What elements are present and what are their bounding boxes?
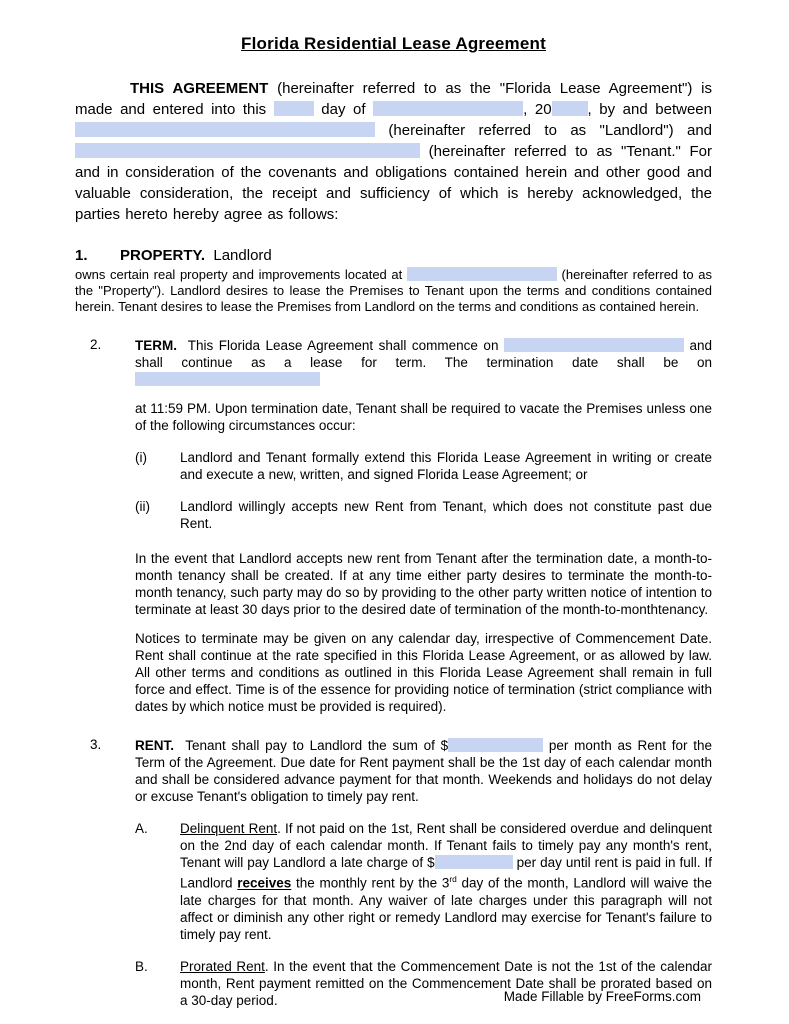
text-run: day of — [313, 101, 374, 118]
text-run: Landlord — [205, 247, 272, 264]
delinquent-rent-heading: Delinquent Rent — [180, 821, 278, 836]
rent-sub-a — [135, 820, 712, 943]
term-list-item-i-text: Landlord and Tenant formally extend this Florida Lease Agreement in writing or create and execute a new, written, and signed Florida Lease Agreement; or — [180, 450, 712, 482]
text-run: the monthly rent by the 3 — [291, 875, 450, 891]
footer-credit: Made Fillable by FreeForms.com — [503, 989, 701, 1004]
text-run: day of the month, Landlord will waive the late charges for that month. Any waiver of late charges under this paragraph will not affect or diminish any other right or remedy Landlord may exercise for Tenant's failure to timely pay rent. — [180, 875, 713, 942]
section-term — [75, 337, 712, 715]
this-agreement-label: THIS AGREEMENT — [130, 80, 278, 97]
year-field[interactable] — [552, 101, 588, 117]
text-run: and shall continue as a lease for term. The termination date shall be on — [135, 338, 712, 370]
text-run: . If not paid on the 1st, Rent shall be considered overdue and delinquent on the 2nd day of each calendar month. If Tenant fails to timely pay any month's rent, Tenant will pay Landlord a late charge of $ — [180, 821, 712, 870]
term-list-item-ii-text: Landlord willingly accepts new Rent from Tenant, which does not constitute past due Rent. — [180, 499, 712, 531]
text-run: This Florida Lease Agreement shall commence on — [177, 338, 504, 353]
tenant-name-field[interactable] — [75, 143, 420, 159]
rent-amount-field[interactable] — [448, 738, 543, 752]
section-rent-content — [135, 737, 712, 1009]
text-run: rd — [449, 874, 457, 884]
property-heading: PROPERTY. — [120, 247, 206, 264]
intro-paragraph — [75, 78, 712, 225]
text-run: per day until rent is paid in full. If Landlord — [180, 855, 712, 891]
prorated-rent-heading: Prorated Rent — [180, 958, 265, 974]
text-run: (hereinafter referred to as the "Property"). Landlord desires to lease the Premises to Tenant upon the terms and conditions contained herein. Tenant desires to lease the Premises from Landlord on the terms and conditions as contained herein. — [75, 267, 712, 314]
section-term-content — [135, 337, 712, 715]
section-property-body — [75, 267, 712, 315]
section-property-number: 1. — [75, 247, 88, 264]
text-run: , by and between — [587, 101, 712, 118]
term-paragraph-4: Notices to terminate may be given on any calendar day, irrespective of Commencement Date. Rent shall continue at the rate specified in this Florida Lease Agreement, or as allowed by law. All other terms and conditions as outlined in this Florida Lease Agreement shall remain in full force and effect. Time is of the essence for providing notice of termination (strict compliance with dates by which notice must be provided is required). — [135, 631, 712, 714]
termination-date-field[interactable] — [135, 372, 320, 386]
commencement-date-field[interactable] — [504, 338, 684, 352]
text-run: receives — [237, 875, 292, 891]
text-run: (hereinafter referred to as "Landlord") and — [375, 122, 712, 139]
list-marker-ii: (ii) — [135, 499, 150, 514]
text-run: owns certain real property and improvements located at — [75, 267, 407, 282]
term-list-item-ii — [135, 498, 712, 532]
term-list-item-i — [135, 449, 712, 483]
document-title: Florida Residential Lease Agreement — [241, 34, 546, 53]
landlord-name-field[interactable] — [75, 122, 375, 138]
late-charge-field[interactable] — [435, 855, 513, 869]
term-paragraph-1 — [135, 337, 712, 388]
rent-paragraph-1 — [135, 737, 712, 805]
section-rent-number: 3. — [90, 737, 102, 752]
list-marker-a: A. — [135, 821, 148, 836]
text-run: (hereinafter referred to as the "Florida Lease Agreement") is made and entered into this — [75, 80, 712, 118]
text-run: per month as Rent for the Term of the Agreement. Due date for Rent payment shall be the 1st day of each calendar month and shall be considered advance payment for that month. Weekends and holidays do not delay or excuse Tenant's obligation to timely pay rent. — [135, 738, 712, 804]
rent-sub-a-text — [180, 820, 712, 943]
text-run: , 20 — [523, 101, 552, 118]
rent-heading: RENT. — [135, 738, 175, 753]
text-run: Tenant shall pay to Landlord the sum of $ — [174, 738, 449, 753]
section-rent — [75, 737, 712, 1009]
list-marker-i: (i) — [135, 450, 147, 465]
section-term-number: 2. — [90, 337, 102, 352]
text-run: (hereinafter referred to as "Tenant." For and in consideration of the covenants and obligations contained herein and other good and valuable consideration, the receipt and sufficiency of which is hereby acknowledged, the parties hereto hereby agree as follows: — [75, 143, 712, 223]
term-paragraph-3: In the event that Landlord accepts new rent from Tenant after the termination date, a month-to-month tenancy shall be created. If at any time either party desires to terminate the month-to-month tenancy, such party may do so by providing to the other party written notice of intention to terminate at least 30 days prior to the desired date of termination of the month-to-monthtenancy. — [135, 551, 712, 617]
list-marker-b: B. — [135, 958, 148, 974]
property-address-field[interactable] — [407, 267, 557, 281]
month-field[interactable] — [373, 101, 523, 117]
text-run: . In the event that the Commencement Date is not the 1st of the calendar month, Rent payment remitted on the Commencement Date shall be prorated based on a 30-day period. — [180, 958, 713, 1008]
term-heading: TERM. — [135, 338, 177, 353]
day-field[interactable] — [274, 101, 314, 117]
term-paragraph-2: at 11:59 PM. Upon termination date, Tenant shall be required to vacate the Premises unless one of the following circumstances occur: — [135, 401, 712, 433]
section-property — [75, 247, 712, 315]
section-property-headline — [120, 247, 712, 264]
